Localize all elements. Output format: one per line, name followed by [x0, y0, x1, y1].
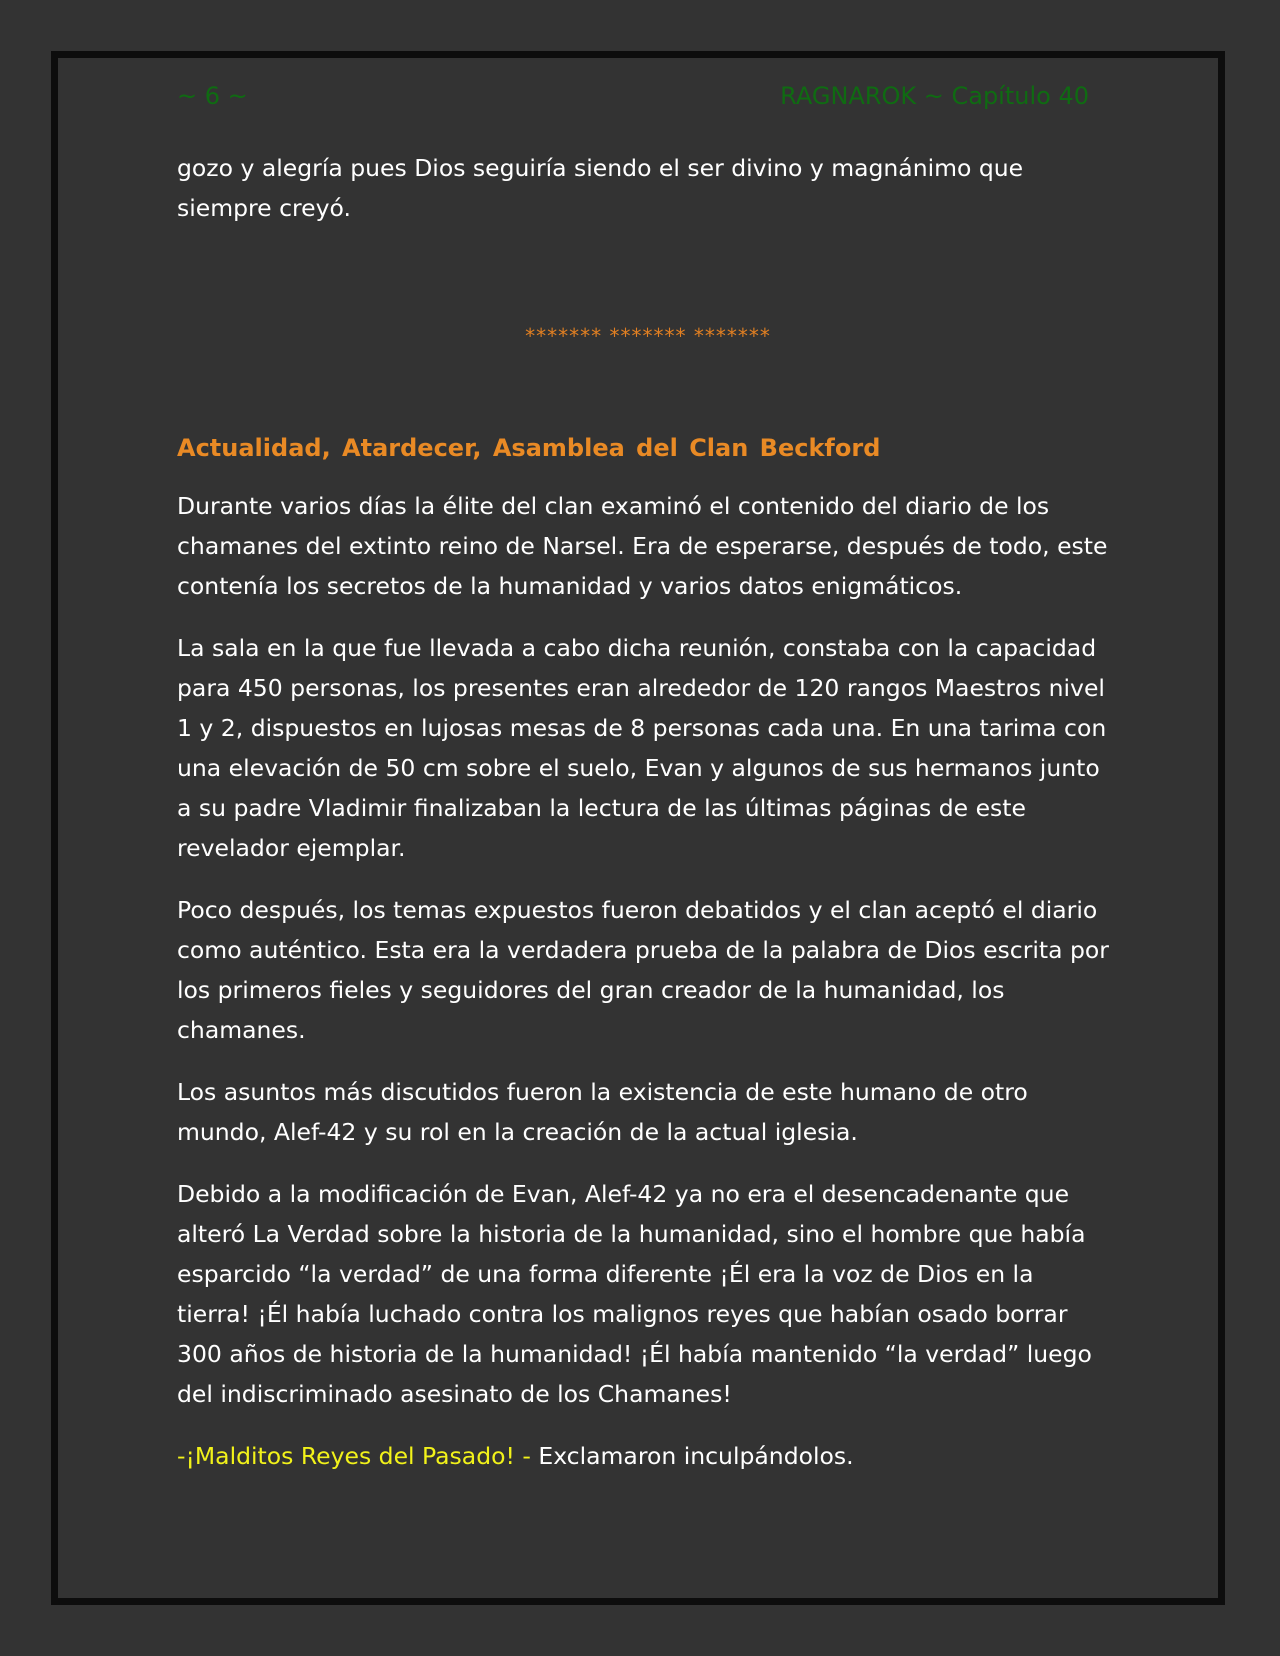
dialogue-paragraph [177, 1436, 1109, 1476]
dialogue-quote: -¡Malditos Reyes del Pasado! - [177, 1442, 531, 1470]
paragraph: Los asuntos más discutidos fueron la existencia de este humano de otro mundo, Alef-42 y su rol en la creación de la actual iglesia. [177, 1078, 1028, 1146]
paragraph: Debido a la modificación de Evan, Alef-42 ya no era el desencadenante que alteró La Verdad sobre la historia de la humanidad, sino el hombre que había esparcido “la verdad” de una forma diferente ¡Él era la voz de Dios en la tierra! ¡Él había luchado contra los malignos reyes que habían osado borrar 300 años de historia de la humanidad! ¡Él había mantenido “la verdad” luego del indiscriminado asesinato de los Chamanes! [177, 1180, 1092, 1408]
paragraph: La sala en la que fue llevada a cabo dicha reunión, constaba con la capacidad para 450 personas, los presentes eran alrededor de 120 rangos Maestros nivel 1 y 2, dispuestos en lujosas mesas de 8 personas cada una. En una tarima con una elevación de 50 cm sobre el suelo, Evan y algunos de sus hermanos junto a su padre Vladimir finalizaban la lectura de las últimas páginas de este revelador ejemplar. [177, 634, 1107, 862]
page-body [177, 148, 1109, 1498]
dialogue-narration: Exclamaron inculpándolos. [530, 1442, 854, 1470]
page-number: ~ 6 ~ [177, 82, 248, 110]
paragraph: Poco después, los temas expuestos fueron debatidos y el clan aceptó el diario como auténtico. Esta era la verdadera prueba de la palabra de Dios escrita por los primeros fieles y seguidores del gran creador de la humanidad, los chamanes. [177, 896, 1109, 1044]
page-header [177, 78, 1089, 114]
running-title: RAGNAROK ~ Capítulo 40 [780, 82, 1089, 110]
scene-separator: ******* ******* ******* [525, 324, 771, 348]
section-heading: Actualidad, Atardecer, Asamblea del Clan Beckford [177, 434, 881, 462]
paragraph: Durante varios días la élite del clan examinó el contenido del diario de los chamanes del extinto reino de Narsel. Era de esperarse, después de todo, este contenía los secretos de la humanidad y varios datos enigmáticos. [177, 492, 1108, 600]
paragraph-continuation: gozo y alegría pues Dios seguiría siendo el ser divino y magnánimo que siempre creyó. [177, 154, 1024, 222]
